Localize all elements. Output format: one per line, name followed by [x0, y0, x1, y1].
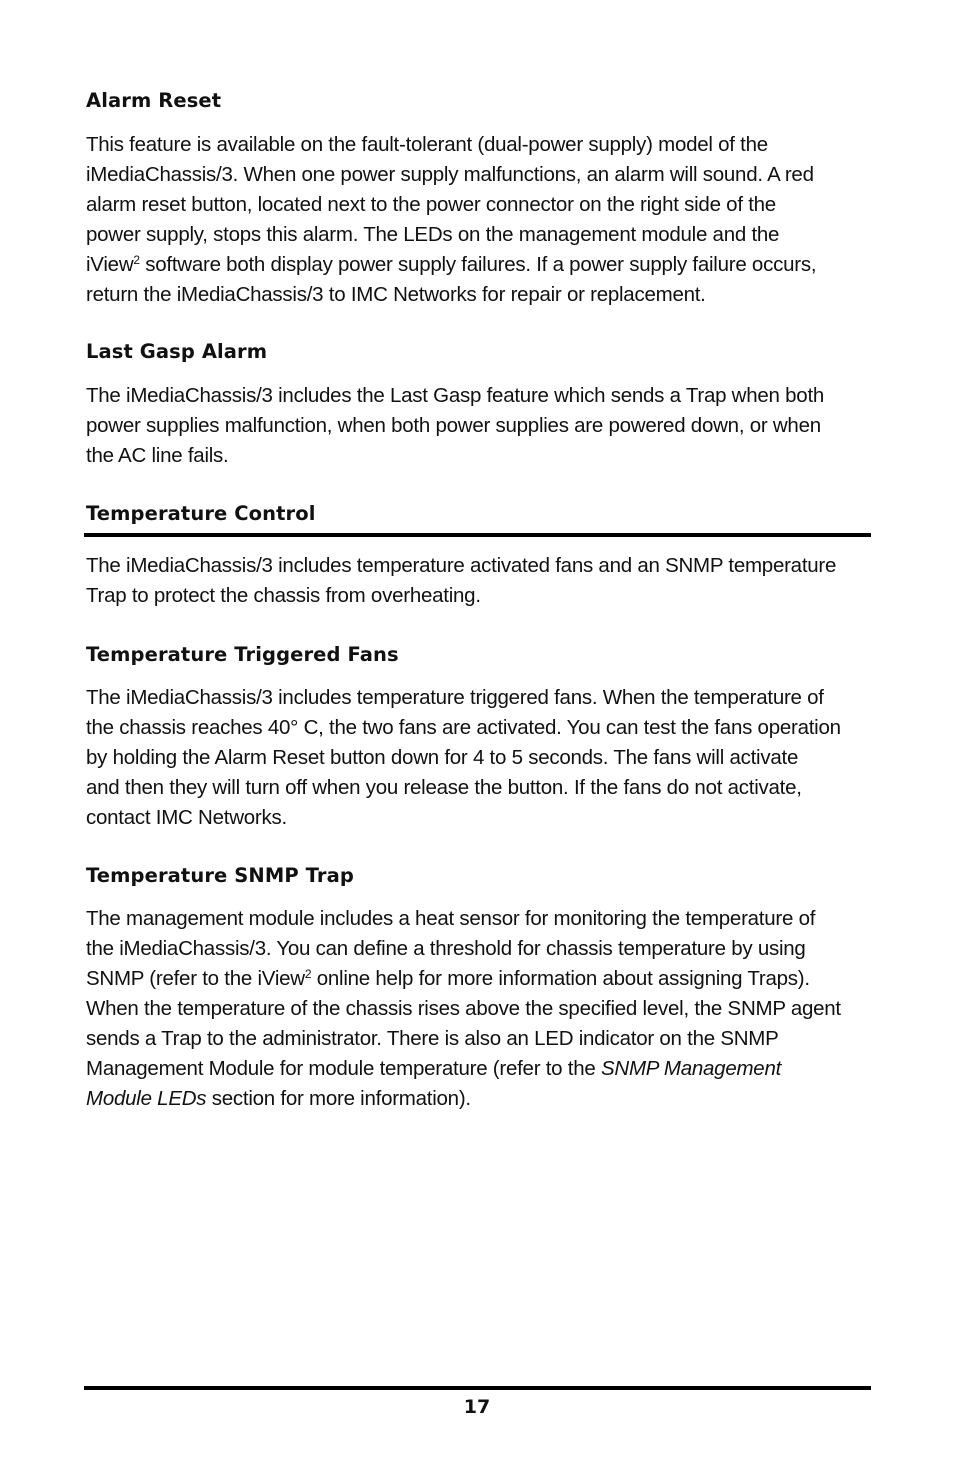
text-line: The management module includes a heat sensor for monitoring the temperature of	[86, 907, 816, 930]
text-line: contact IMC Networks.	[86, 806, 287, 829]
section-divider	[84, 533, 871, 537]
text-line: and then they will turn off when you release the button. If the fans do not activate,	[86, 776, 802, 799]
text-line: Trap to protect the chassis from overheating.	[86, 584, 481, 607]
heading-alarm-reset: Alarm Reset	[86, 89, 222, 112]
heading-last-gasp-alarm: Last Gasp Alarm	[86, 340, 268, 363]
text-line: the chassis reaches 40° C, the two fans are activated. You can test the fans operation	[86, 716, 841, 739]
superscript: 2	[304, 967, 312, 981]
document-page	[86, 0, 870, 1475]
text-run: software both display power supply failures. If a power supply failure occurs,	[139, 253, 817, 276]
text-line: the iMediaChassis/3. You can define a threshold for chassis temperature by using	[86, 937, 806, 960]
heading-temperature-control: Temperature Control	[86, 502, 316, 525]
text-line: return the iMediaChassis/3 to IMC Networks for repair or replacement.	[86, 283, 706, 306]
page-number: 17	[463, 1396, 491, 1418]
text-line	[86, 1054, 870, 1084]
paragraph-temperature-triggered-fans	[86, 683, 870, 833]
text-run: section for more information).	[206, 1087, 471, 1110]
heading-temperature-triggered-fans: Temperature Triggered Fans	[86, 643, 399, 666]
text-run: Management Module for module temperature (refer to the	[86, 1057, 601, 1080]
text-line: iMediaChassis/3. When one power supply malfunctions, an alarm will sound. A red	[86, 163, 814, 186]
italic-reference: Module LEDs	[86, 1087, 207, 1110]
text-line: The iMediaChassis/3 includes temperature triggered fans. When the temperature of	[86, 686, 824, 709]
text-line: The iMediaChassis/3 includes temperature activated fans and an SNMP temperature	[86, 554, 837, 577]
paragraph-temperature-control	[86, 551, 870, 611]
paragraph-temperature-snmp-trap	[86, 904, 870, 1114]
text-run: online help for more information about assigning Traps).	[311, 967, 810, 990]
superscript: 2	[133, 253, 140, 267]
text-line: by holding the Alarm Reset button down for 4 to 5 seconds. The fans will activate	[86, 746, 799, 769]
text-line: This feature is available on the fault-tolerant (dual-power supply) model of the	[86, 133, 768, 156]
heading-temperature-snmp-trap: Temperature SNMP Trap	[86, 864, 354, 887]
text-line: When the temperature of the chassis rises above the specified level, the SNMP agent	[86, 997, 841, 1020]
text-line: the AC line fails.	[86, 444, 229, 467]
text-run: SNMP (refer to the iView	[86, 967, 305, 990]
paragraph-alarm-reset	[86, 130, 870, 310]
text-line	[86, 1084, 870, 1114]
footer-divider	[84, 1386, 871, 1390]
italic-reference: SNMP Management	[600, 1057, 782, 1080]
text-line: power supplies malfunction, when both power supplies are powered down, or when	[86, 414, 821, 437]
text-line: alarm reset button, located next to the power connector on the right side of the	[86, 193, 776, 216]
text-run: iView	[86, 253, 134, 276]
text-line: power supply, stops this alarm. The LEDs on the management module and the	[86, 223, 780, 246]
text-line	[86, 250, 870, 280]
text-line: sends a Trap to the administrator. There is also an LED indicator on the SNMP	[86, 1027, 779, 1050]
paragraph-last-gasp-alarm	[86, 381, 870, 471]
text-line: The iMediaChassis/3 includes the Last Gasp feature which sends a Trap when both	[86, 384, 825, 407]
text-line	[86, 964, 870, 994]
